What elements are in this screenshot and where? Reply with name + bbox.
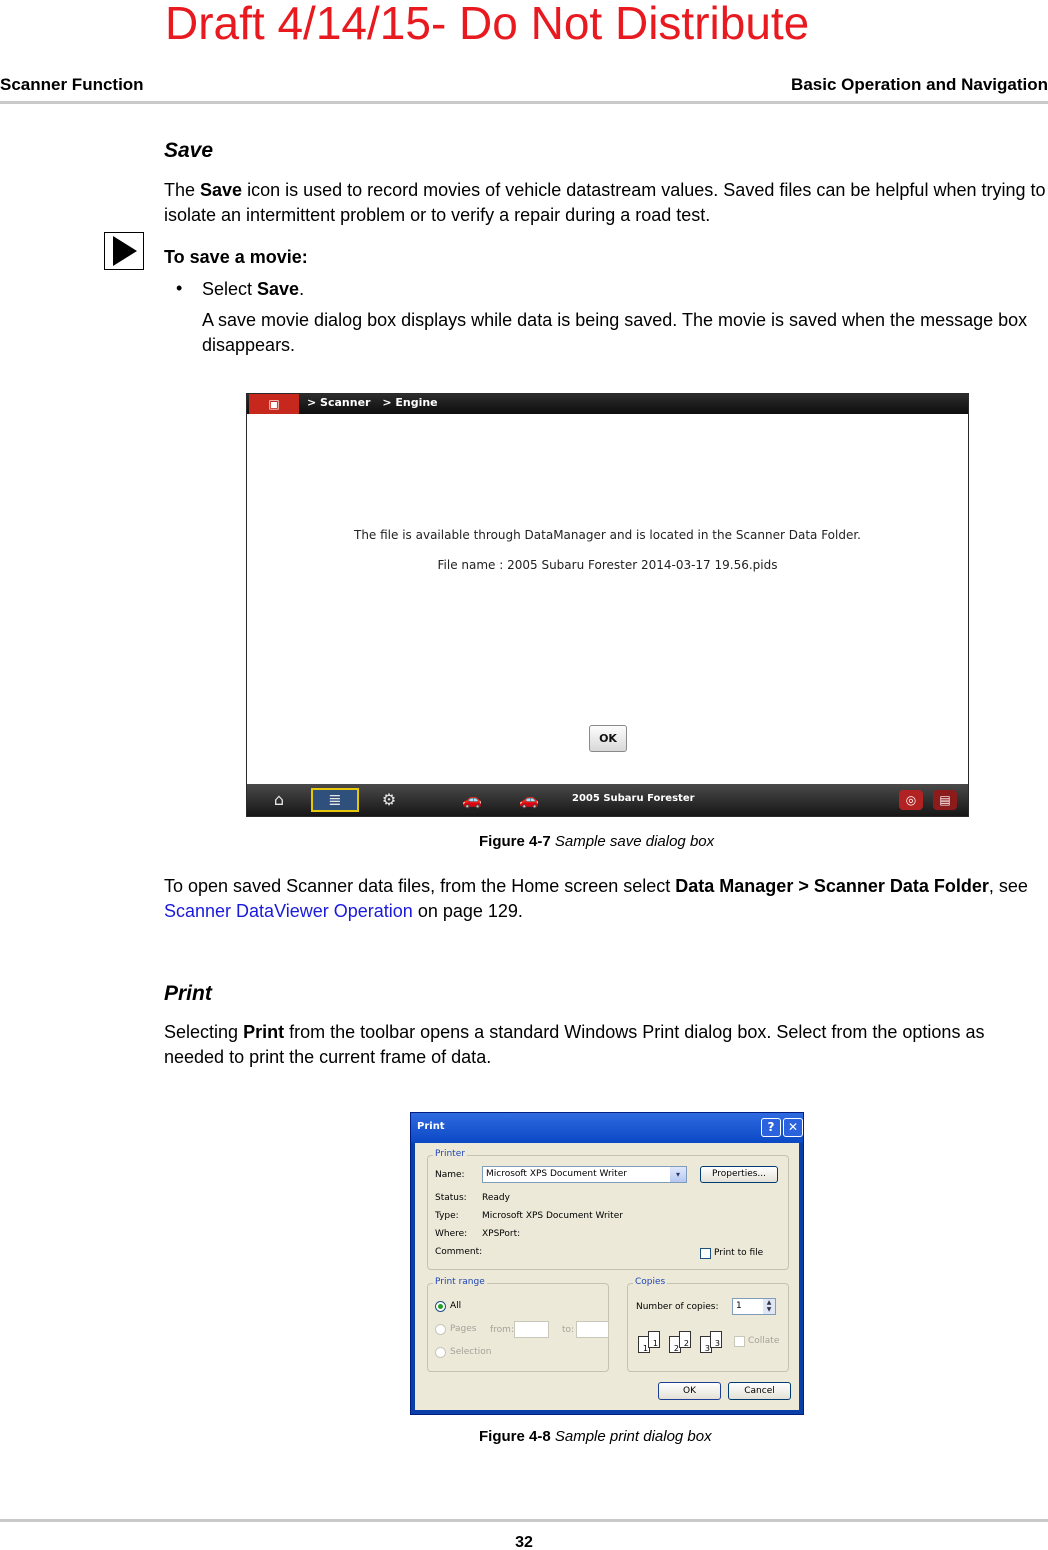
open-files-paragraph: To open saved Scanner data files, from the Home screen select Data Manager > Scanner Data Folder, see Scanner DataViewer Operation on page 129. [164, 876, 1028, 921]
comment-label: Comment: [435, 1247, 483, 1257]
all-label: All [450, 1301, 462, 1311]
procedure-step: Select Save. [202, 279, 305, 299]
selection-label: Selection [450, 1347, 492, 1357]
breadcrumb [307, 396, 446, 409]
name-label: Name: [435, 1170, 465, 1180]
collate-page-icon: 3 [710, 1331, 722, 1348]
vehicle-icon[interactable]: 🚗 [462, 790, 482, 809]
to-label: to: [562, 1325, 575, 1335]
figure1-number: Figure 4-7 [479, 833, 551, 850]
print-to-file-checkbox[interactable] [700, 1248, 711, 1259]
open-files-path: Data Manager > Scanner Data Folder [675, 876, 989, 896]
figure1-caption-text: Sample save dialog box [554, 833, 715, 850]
figure1-caption [479, 833, 714, 850]
help-button[interactable]: ? [761, 1118, 781, 1137]
breadcrumb-engine[interactable]: > Engine [382, 396, 438, 409]
pages-label: Pages [450, 1324, 477, 1334]
printer-name-select[interactable] [482, 1166, 687, 1183]
chevron-down-icon[interactable]: ▾ [670, 1167, 686, 1182]
collate-label: Collate [748, 1336, 780, 1346]
all-radio[interactable] [435, 1301, 446, 1312]
collate-page-icon: 2 [679, 1331, 691, 1348]
type-value: Microsoft XPS Document Writer [482, 1211, 623, 1221]
save-message-filename: File name : 2005 Subaru Forester 2014-03-17 19.56.pids [437, 558, 778, 572]
printer-name-value: Microsoft XPS Document Writer [486, 1169, 627, 1179]
scanner-logo-icon: ▣ [249, 394, 299, 414]
properties-button[interactable]: Properties... [700, 1166, 778, 1183]
collate-page-icon: 1 [648, 1331, 660, 1348]
scanner-title-bar [247, 394, 968, 414]
status-label: Status: [435, 1193, 467, 1203]
print-ok-button[interactable]: OK [658, 1382, 721, 1400]
header-chapter-title: Basic Operation and Navigation [791, 75, 1048, 94]
close-button[interactable]: ✕ [783, 1118, 803, 1137]
print-range-group [427, 1277, 609, 1372]
spin-down-icon[interactable]: ▼ [766, 1306, 772, 1313]
procedure-title: To save a movie: [164, 247, 308, 267]
print-heading: Print [164, 982, 212, 1005]
battery-status-icon[interactable]: ▤ [933, 790, 957, 810]
to-input[interactable] [576, 1321, 609, 1338]
header-section-title: Scanner Function [0, 75, 144, 94]
wifi-status-icon[interactable]: ◎ [899, 790, 923, 810]
bullet-icon: • [176, 278, 183, 298]
figure2-caption [479, 1428, 712, 1445]
print-to-file-label: Print to file [714, 1248, 764, 1258]
type-label: Type: [435, 1211, 459, 1221]
figure2-number: Figure 4-8 [479, 1428, 551, 1445]
dataviewer-link[interactable]: Scanner DataViewer Operation [164, 901, 413, 921]
collate-checkbox[interactable] [734, 1336, 745, 1347]
from-label: from: [490, 1325, 514, 1335]
copies-spinner[interactable] [763, 1299, 775, 1314]
copies-group [627, 1277, 789, 1372]
draft-watermark: Draft 4/14/15- Do Not Distribute [165, 0, 810, 49]
procedure-note: A save movie dialog box displays while data is being saved. The movie is saved when the message box disappears. [202, 310, 1028, 355]
scanner-toolbar [247, 784, 968, 816]
print-dialog-title-bar [411, 1113, 803, 1143]
tools-icon[interactable]: ⚙ [381, 790, 397, 809]
status-value: Ready [482, 1193, 510, 1203]
print-bold: Print [243, 1022, 285, 1042]
copies-label: Number of copies: [636, 1302, 719, 1312]
copies-input[interactable] [732, 1298, 776, 1315]
collate-page-icon: 3 [700, 1336, 712, 1353]
vehicle-label: 2005 Subaru Forester [572, 793, 695, 804]
printer-group [427, 1149, 789, 1270]
save-dialog-screenshot [246, 393, 969, 817]
print-dialog-body [415, 1143, 799, 1410]
copies-title: Copies [635, 1277, 666, 1287]
procedure-step-bold: Save [257, 279, 300, 299]
from-input[interactable] [514, 1321, 549, 1338]
footer-rule [0, 1519, 1048, 1522]
print-cancel-button[interactable]: Cancel [728, 1382, 791, 1400]
save-intro-bold: Save [200, 180, 243, 200]
selection-radio[interactable] [435, 1347, 446, 1358]
list-view-icon[interactable]: ≣ [311, 788, 359, 812]
page-number: 32 [515, 1534, 533, 1550]
home-icon[interactable]: ⌂ [273, 790, 285, 809]
save-intro: The Save icon is used to record movies of vehicle datastream values. Saved files can be helpful when trying to isolate an intermittent problem or to verify a repair during a road test. [164, 180, 1046, 225]
print-dialog-screenshot [410, 1112, 804, 1415]
print-range-title: Print range [435, 1277, 485, 1287]
ok-button[interactable]: OK [589, 725, 627, 752]
breadcrumb-scanner[interactable]: > Scanner [307, 396, 371, 409]
where-value: XPSPort: [482, 1229, 521, 1239]
print-paragraph: Selecting Print from the toolbar opens a standard Windows Print dialog box. Select from the options as needed to print the current frame of data. [164, 1022, 985, 1067]
copies-value: 1 [736, 1301, 742, 1311]
save-heading: Save [164, 139, 214, 162]
vehicle-id-icon[interactable]: 🚗 [519, 790, 539, 809]
header-rule [0, 101, 1048, 104]
print-dialog-title: Print [417, 1121, 445, 1132]
where-label: Where: [435, 1229, 468, 1239]
save-message-line1: The file is available through DataManager and is located in the Scanner Data Folder. [353, 528, 861, 542]
procedure-arrow-icon [104, 232, 144, 270]
figure2-caption-text: Sample print dialog box [554, 1428, 712, 1445]
collate-page-icon: 2 [669, 1336, 681, 1353]
pages-radio[interactable] [435, 1324, 446, 1335]
spin-up-icon[interactable]: ▲ [766, 1299, 772, 1306]
collate-page-icon: 1 [638, 1336, 650, 1353]
printer-group-title: Printer [435, 1149, 465, 1159]
